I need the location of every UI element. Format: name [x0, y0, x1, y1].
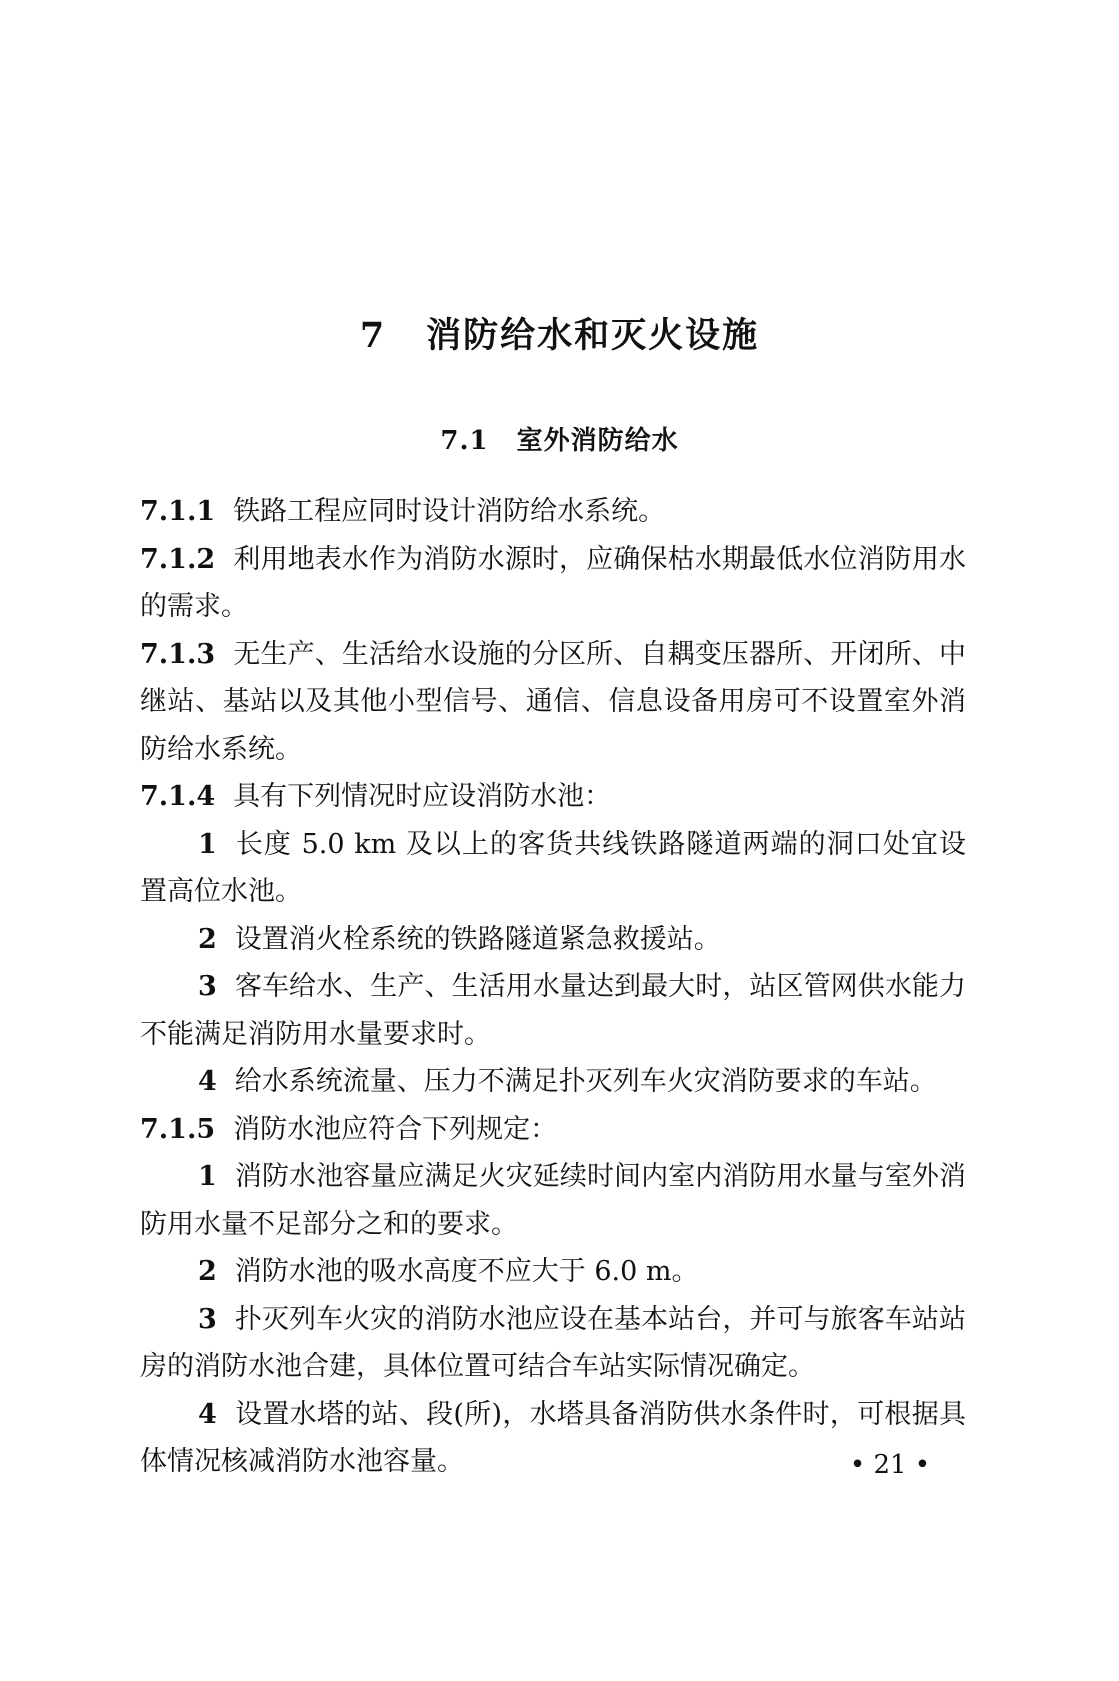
clause-text: 消防水池应符合下列规定：: [233, 1113, 558, 1145]
clause-7-1-4-item-1: [140, 821, 966, 916]
item-number: 1: [198, 828, 217, 860]
clause-7-1-4-item-4: [140, 1058, 966, 1106]
clause-7-1-5-item-3: [140, 1296, 966, 1391]
item-number: 4: [198, 1398, 217, 1430]
clause-7-1-3: [140, 631, 966, 774]
clause-7-1-4-item-3: [140, 963, 966, 1058]
item-text: 设置消火栓系统的铁路隧道紧急救援站。: [234, 923, 721, 955]
clause-7-1-5-item-2: [140, 1248, 966, 1296]
clause-text: 无生产、生活给水设施的分区所、自耦变压器所、开闭所、中继站、基站以及其他小型信号、通信、信息设备用房可不设置室外消防给水系统。: [140, 638, 966, 765]
clause-text: 利用地表水作为消防水源时，应确保枯水期最低水位消防用水的需求。: [140, 543, 966, 622]
clause-number: 7.1.1: [140, 496, 216, 527]
item-number: 3: [198, 971, 217, 1002]
clause-text: 铁路工程应同时设计消防给水系统。: [233, 496, 666, 527]
clause-number: 7.1.2: [140, 543, 216, 575]
body-text: [140, 488, 966, 1486]
clause-text: 具有下列情况时应设消防水池：: [233, 781, 612, 812]
item-number: 4: [198, 1066, 217, 1097]
item-text: 给水系统流量、压力不满足扑灭列车火灾消防要求的车站。: [234, 1066, 937, 1097]
clause-7-1-4-item-2: [140, 916, 966, 964]
clause-7-1-1: [140, 488, 966, 536]
item-number: 2: [198, 1256, 217, 1287]
clause-number: 7.1.3: [140, 638, 216, 670]
clause-7-1-5: [140, 1106, 966, 1154]
clause-7-1-5-item-1: [140, 1153, 966, 1248]
clause-number: 7.1.5: [140, 1113, 216, 1145]
item-number: 1: [198, 1161, 217, 1192]
item-text: 长度 5.0 km 及以上的客货共线铁路隧道两端的洞口处宜设置高位水池。: [140, 828, 966, 907]
item-text: 客车给水、生产、生活用水量达到最大时，站区管网供水能力不能满足消防用水量要求时。: [140, 971, 966, 1050]
page-number: • 21 •: [849, 1450, 931, 1480]
chapter-number: 7: [359, 315, 387, 356]
clause-7-1-4: [140, 773, 966, 821]
item-text: 消防水池的吸水高度不应大于 6.0 m。: [234, 1256, 699, 1287]
clause-7-1-2: [140, 536, 966, 631]
clause-number: 7.1.4: [140, 781, 216, 812]
chapter-title: [0, 308, 1119, 358]
chapter-title-text: 消防给水和灭火设施: [426, 316, 760, 356]
item-text: 扑灭列车火灾的消防水池应设在基本站台，并可与旅客车站站房的消防水池合建，具体位置可结合车站实际情况确定。: [140, 1303, 966, 1382]
section-number: 7.1: [440, 426, 489, 456]
section-title-text: 室外消防给水: [516, 426, 679, 456]
item-text: 消防水池容量应满足火灾延续时间内室内消防用水量与室外消防用水量不足部分之和的要求。: [140, 1161, 966, 1240]
item-number: 3: [198, 1303, 217, 1335]
section-title: [0, 420, 1119, 457]
item-text: 设置水塔的站、段(所)，水塔具备消防供水条件时，可根据具体情况核减消防水池容量。: [140, 1398, 966, 1477]
item-number: 2: [198, 923, 217, 955]
